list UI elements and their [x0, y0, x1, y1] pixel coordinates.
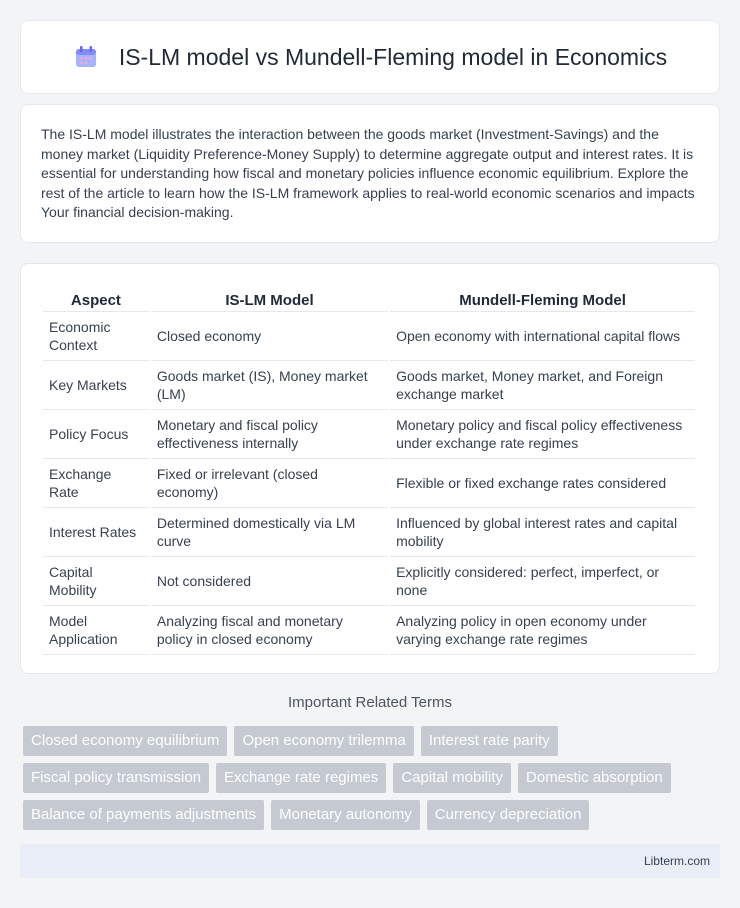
table-cell-aspect: Key Markets	[43, 361, 149, 410]
related-term-tag[interactable]: Interest rate parity	[421, 726, 558, 756]
footer-brand-link[interactable]: Libterm.com	[643, 854, 710, 868]
table-row	[43, 361, 695, 410]
page-title: IS-LM model vs Mundell-Fleming model in Economics	[118, 43, 668, 70]
related-terms-title: Important Related Terms	[288, 694, 452, 711]
table-cell-islm: Determined domestically via LM curve	[151, 508, 388, 557]
related-term-tag[interactable]: Closed economy equilibrium	[23, 726, 227, 756]
related-term-tag[interactable]: Currency depreciation	[427, 800, 590, 830]
table-cell-mf: Analyzing policy in open economy under varying exchange rate regimes	[390, 606, 695, 655]
related-term-tag[interactable]: Domestic absorption	[518, 763, 671, 793]
table-cell-islm: Analyzing fiscal and monetary policy in closed economy	[151, 606, 388, 655]
tag-row	[23, 763, 723, 793]
table-cell-mf: Open economy with international capital flows	[390, 312, 695, 361]
comparison-table	[41, 284, 697, 655]
header-aspect: Aspect	[43, 284, 149, 312]
table-cell-aspect: Interest Rates	[43, 508, 149, 557]
header-islm: IS-LM Model	[151, 284, 388, 312]
table-cell-aspect: Policy Focus	[43, 410, 149, 459]
calendar-icon	[73, 44, 99, 70]
table-row	[43, 557, 695, 606]
related-term-tag[interactable]: Balance of payments adjustments	[23, 800, 264, 830]
table-cell-mf: Flexible or fixed exchange rates considered	[390, 459, 695, 508]
footer	[20, 844, 720, 878]
table-cell-mf: Monetary policy and fiscal policy effectiveness under exchange rate regimes	[390, 410, 695, 459]
tag-row	[23, 800, 723, 830]
table-cell-islm: Monetary and fiscal policy effectiveness internally	[151, 410, 388, 459]
table-row	[43, 508, 695, 557]
table-cell-islm: Goods market (IS), Money market (LM)	[151, 361, 388, 410]
table-row	[43, 606, 695, 655]
table-cell-islm: Not considered	[151, 557, 388, 606]
intro-card	[20, 104, 720, 243]
intro-text: The IS-LM model illustrates the interaction between the goods market (Investment-Savings) and the money market (Liquidity Preference-Money Supply) to determine aggregate output and interest rates. It is essential for understanding how fiscal and monetary policies influence economic equilibrium. Explore the rest of the article to learn how the IS-LM framework applies to real-world economic scenarios and impacts Your financial decision-making.	[41, 126, 695, 221]
title-card	[20, 20, 720, 94]
related-term-tag[interactable]: Monetary autonomy	[271, 800, 420, 830]
table-header-row	[43, 284, 695, 312]
related-term-tag[interactable]: Capital mobility	[393, 763, 511, 793]
table-cell-aspect: Exchange Rate	[43, 459, 149, 508]
table-cell-mf: Explicitly considered: perfect, imperfect, or none	[390, 557, 695, 606]
table-row	[43, 459, 695, 508]
header-mundell-fleming: Mundell-Fleming Model	[390, 284, 695, 312]
table-cell-mf: Influenced by global interest rates and capital mobility	[390, 508, 695, 557]
table-cell-mf: Goods market, Money market, and Foreign exchange market	[390, 361, 695, 410]
table-row	[43, 312, 695, 361]
table-cell-islm: Fixed or irrelevant (closed economy)	[151, 459, 388, 508]
table-cell-aspect: Economic Context	[43, 312, 149, 361]
related-term-tag[interactable]: Open economy trilemma	[234, 726, 413, 756]
table-cell-aspect: Capital Mobility	[43, 557, 149, 606]
table-cell-islm: Closed economy	[151, 312, 388, 361]
related-term-tag[interactable]: Exchange rate regimes	[216, 763, 386, 793]
related-terms-list	[23, 726, 723, 837]
table-cell-aspect: Model Application	[43, 606, 149, 655]
related-term-tag[interactable]: Fiscal policy transmission	[23, 763, 209, 793]
comparison-card	[20, 263, 720, 674]
table-row	[43, 410, 695, 459]
tag-row	[23, 726, 723, 756]
